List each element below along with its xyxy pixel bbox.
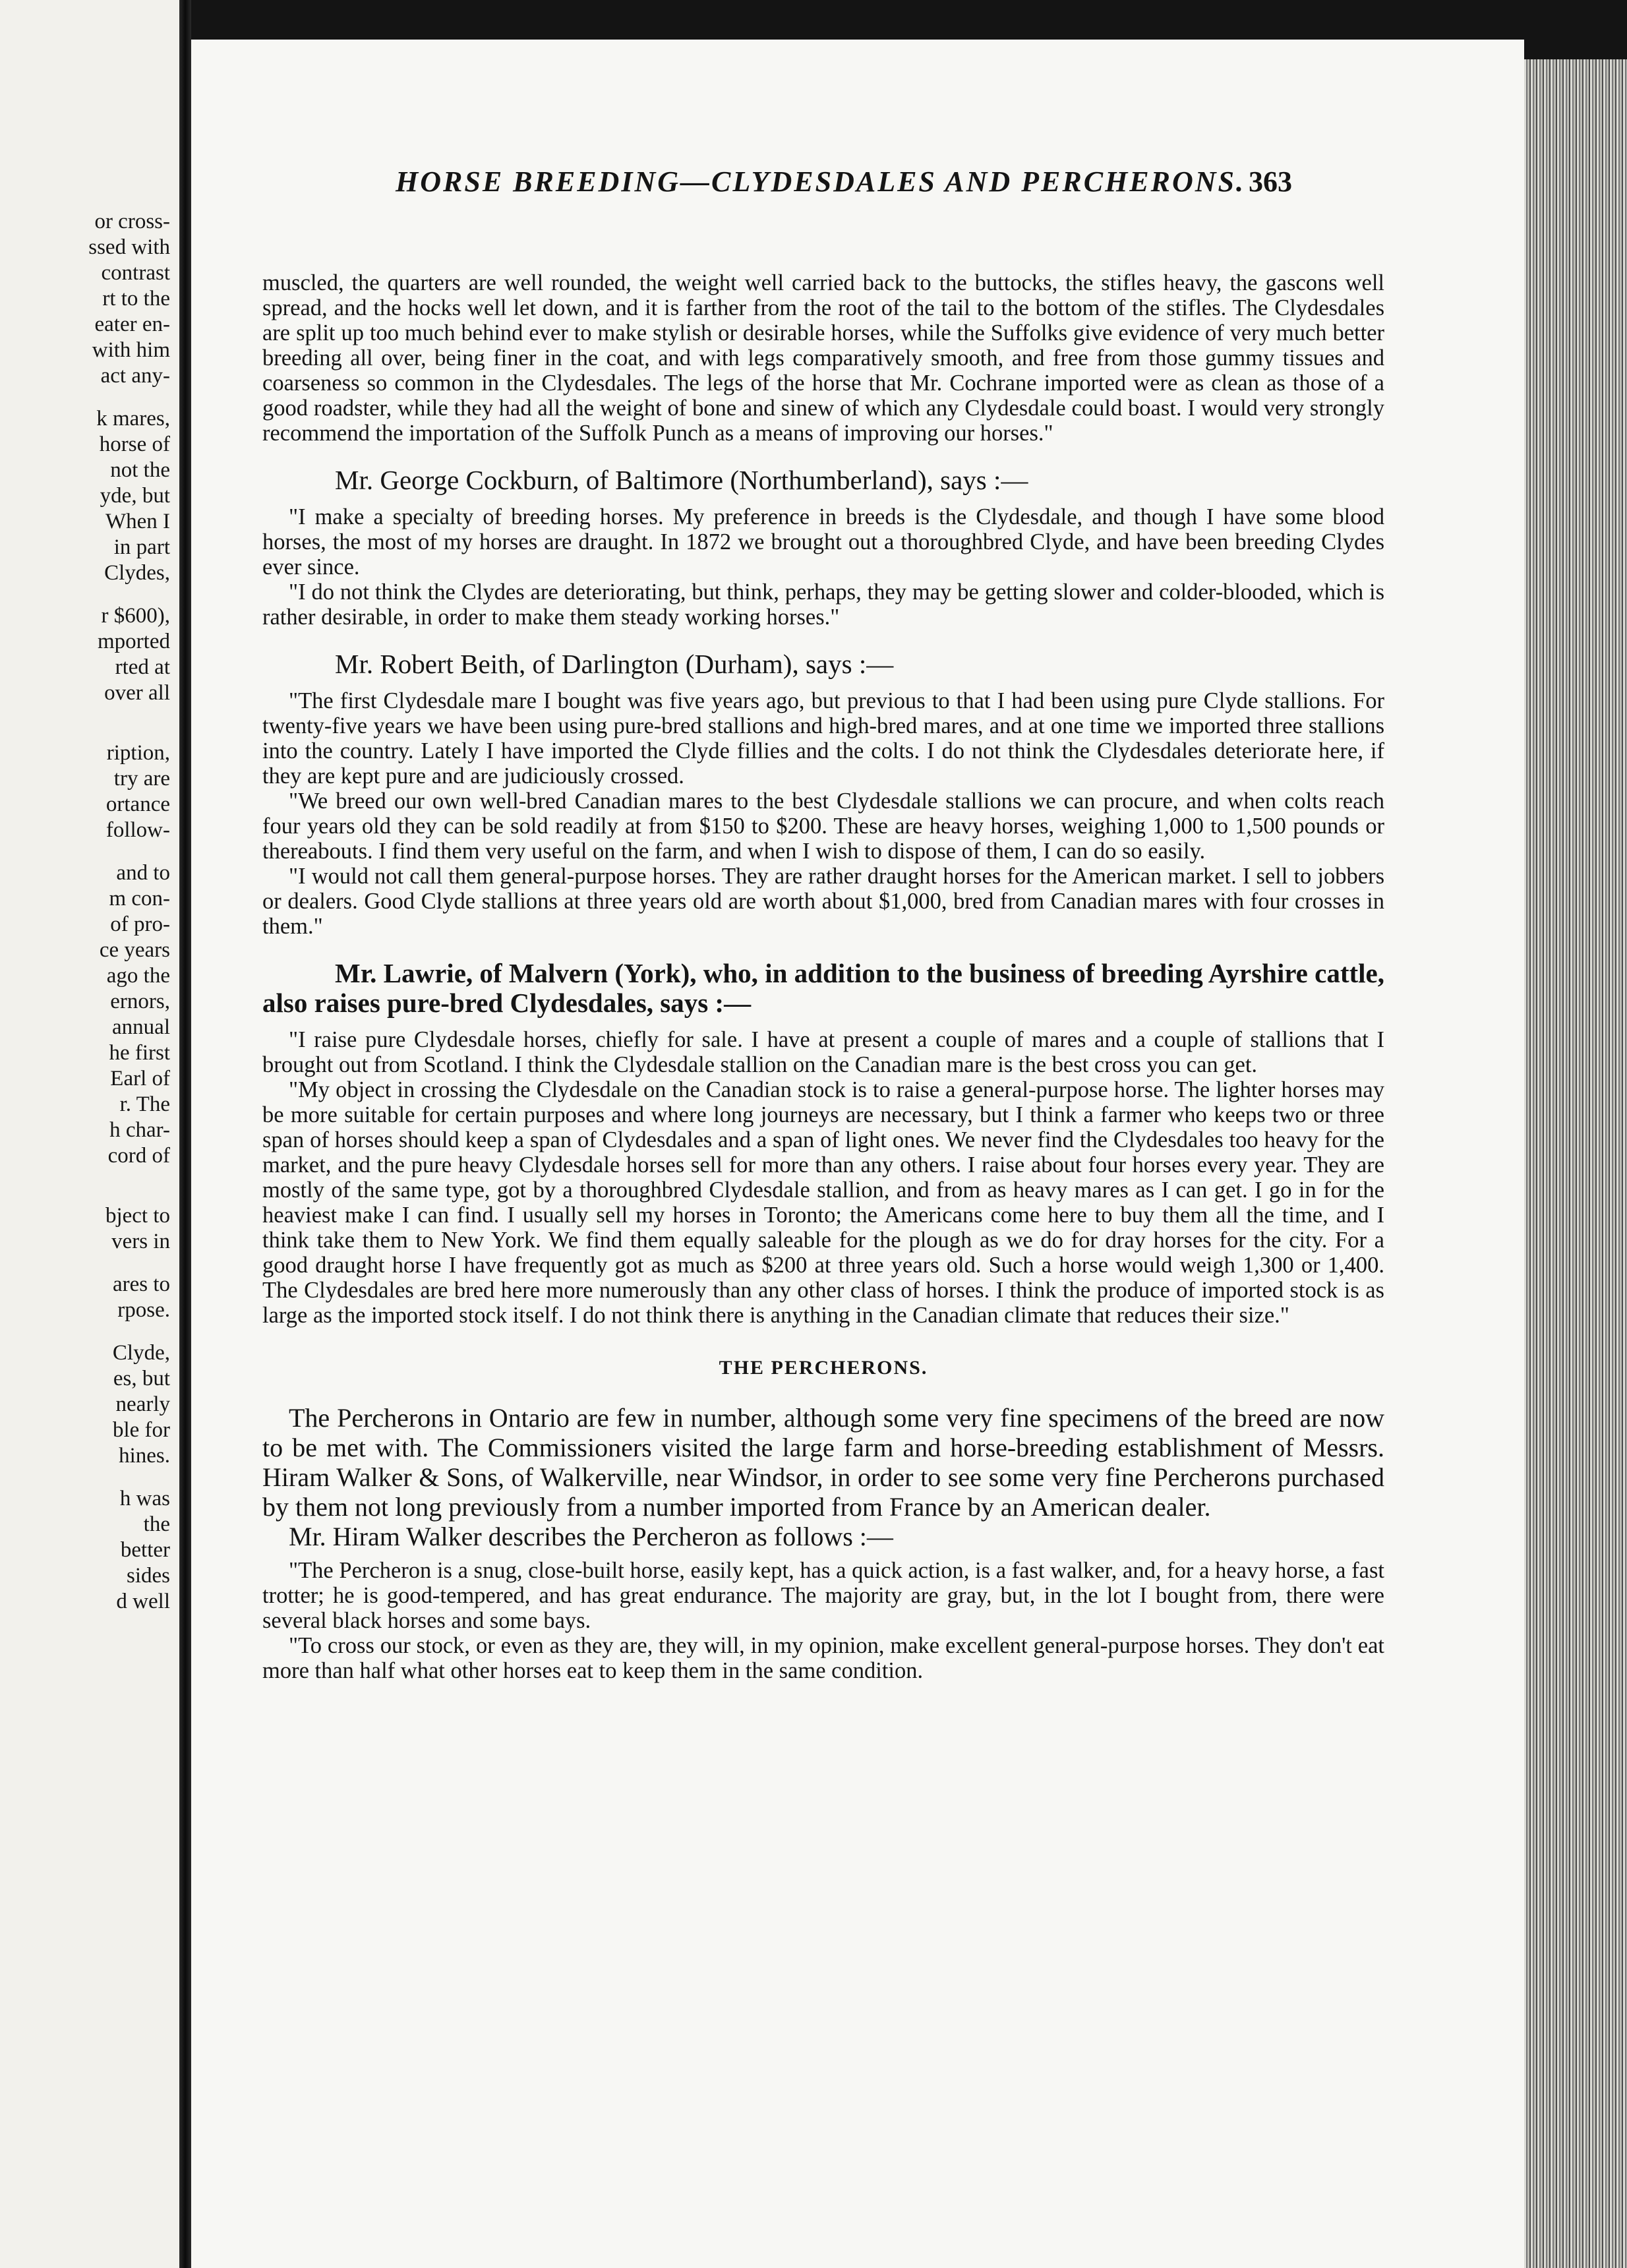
previous-page-line: m con- — [109, 887, 170, 910]
paragraph-lawrie-1: "I raise pure Clydesdale horses, chiefly for sale. I have at present a couple of mares and a couple of stallions that I brought out from Scotland. I think the Clydesdale stallion on the Canadian mare is the best cross you can get. — [262, 1027, 1384, 1077]
previous-page-line: try are — [113, 767, 170, 791]
previous-page-line: ares to — [112, 1272, 170, 1296]
paragraph-walker-intro: Mr. Hiram Walker describes the Percheron as follows :— — [289, 1522, 893, 1551]
previous-page-line: the — [143, 1512, 170, 1536]
running-title: HORSE BREEDING—CLYDESDALES AND PERCHERONS. — [396, 165, 1246, 198]
previous-page-line: When I — [105, 510, 170, 533]
previous-page-line: ription, — [106, 741, 170, 765]
previous-page-line: contrast — [101, 261, 170, 285]
previous-page-line: of pro- — [110, 912, 170, 936]
page-edges — [1524, 59, 1627, 2268]
previous-page-line: r $600), — [101, 604, 170, 628]
previous-page-line: yde, but — [100, 484, 170, 508]
previous-page-line: he first — [109, 1041, 170, 1065]
previous-page-line: hines. — [119, 1444, 170, 1468]
previous-page-line: ble for — [112, 1418, 170, 1442]
previous-page-line: d well — [116, 1590, 170, 1613]
book-gutter — [179, 0, 191, 2268]
previous-page-line: sides — [127, 1564, 170, 1588]
previous-page-line: ortance — [105, 792, 170, 816]
previous-page-line: r. The — [119, 1092, 170, 1116]
paragraph-walker-2: "To cross our stock, or even as they are, they will, in my opinion, make excellent general-purpose horses. They don't eat more than half what other horses eat to keep them in the same condition. — [262, 1633, 1384, 1683]
running-head — [198, 165, 1292, 218]
previous-page-line: rpose. — [117, 1298, 170, 1322]
previous-page-line: cord of — [107, 1144, 170, 1168]
paragraph-cockburn-1: "I make a specialty of breeding horses. My preference in breeds is the Clydesdale, and though I have some blood horses, the most of my horses are draught. In 1872 we brought out a thoroughbred Clyde, and have been breeding Clydes ever since. — [262, 504, 1384, 580]
paragraph-beith-3: "I would not call them general-purpose horses. They are rather draught horses for the American market. I sell to jobbers or dealers. Good Clyde stallions at three years old are worth about $1,000, bred from Canadian mares with four crosses in them." — [262, 864, 1384, 939]
previous-page-line: and to — [116, 861, 170, 885]
previous-page-strip — [0, 0, 179, 2268]
previous-page-line: ernors, — [110, 990, 170, 1013]
previous-page-line: Earl of — [110, 1067, 170, 1090]
paragraph-percherons-intro: The Percherons in Ontario are few in number, although some very fine specimens of the breed are now to be met with. The Commissioners visited the large farm and horse-breeding establishment of Messrs. Hiram Walker & Sons, of Walkerville, near Windsor, in order to see some very fine Percherons purchased by them not long previously from a number imported from France by an American dealer. — [262, 1403, 1384, 1522]
page-body — [262, 270, 1384, 1683]
previous-page-line: or cross- — [94, 210, 170, 233]
paragraph-lawrie-2: "My object in crossing the Clydesdale on the Canadian stock is to raise a general-purpose horse. The lighter horses may be more suitable for certain purposes and where long journeys are necessary, but I think a farmer who keeps two or three span of horses should keep a span of Clydesdales and a span of light ones. We never find the Clydesdales too heavy for the market, and the pure heavy Clydesdale horses sell for more than any others. I raise about four horses every year. They are mostly of the same type, got by a thoroughbred Clydesdale stallion, and from as heavy mares as I can get. I go in for the heaviest make I can find. I usually sell my horses in Toronto; the Americans come here to buy them all the time, and I think take them to New York. We find them equally saleable for the plough as we do for dray horses for the city. For a good draught horse I have frequently got as much as $200 at three years old. Such a horse would weigh 1,300 or 1,400. The Clydesdales are bred here more numerously than any other class of horses. I think the produce of imported stock is as large as the imported stock itself. I do not think there is anything in the Canadian climate that reduces their size." — [262, 1077, 1384, 1328]
previous-page-line: vers in — [111, 1230, 170, 1253]
previous-page-line: better — [120, 1538, 170, 1562]
previous-page-line: ssed with — [88, 235, 170, 259]
previous-page-line: Clyde, — [112, 1341, 170, 1365]
intro-beith: Mr. Robert Beith, of Darlington (Durham), says :— — [335, 649, 894, 679]
paragraph-suffolk-continuation: muscled, the quarters are well rounded, the weight well carried back to the buttocks, the stifles heavy, the gascons well spread, and the hocks well let down, and it is farther from the root of the tail to the bottom of the stifles. The Clydesdales are split up too much behind ever to make stylish or desirable horses, while the Suffolks give evidence of very much better breeding all over, being finer in the coat, and with legs comparatively smooth, and free from those gummy tissues and coarseness so common in the Clydesdales. The legs of the horse that Mr. Cochrane imported were as clean as those of a good roadster, while they had all the weight of bone and sinew of which any Clydesdale could boast. I would very strongly recommend the importation of the Suffolk Punch as a means of improving our horses." — [262, 270, 1384, 446]
paragraph-walker-1: "The Percheron is a snug, close-built horse, easily kept, has a quick action, is a fast walker, and, for a heavy horse, a fast trotter; he is good-tempered, and has great endurance. The majority are gray, but, in the lot I bought from, there were several black horses and some bays. — [262, 1558, 1384, 1633]
page-number: 363 — [1249, 165, 1292, 198]
previous-page-line: over all — [104, 681, 170, 705]
previous-page-line: nearly — [115, 1392, 170, 1416]
paragraph-cockburn-2: "I do not think the Clydes are deteriorating, but think, perhaps, they may be getting slower and colder-blooded, which is rather desirable, in order to make them steady working horses." — [262, 580, 1384, 630]
previous-page-line: rted at — [115, 655, 170, 679]
previous-page-line: with him — [92, 338, 170, 362]
paragraph-beith-1: "The first Clydesdale mare I bought was five years ago, but previous to that I had been using pure Clyde stallions. For twenty-five years we have been using pure-bred stallions and high-bred mares, and at one time we imported three stallions into the country. Lately I have imported the Clyde fillies and the colts. I do not think the Clydesdales deteriorate here, if they are kept pure and are judiciously crossed. — [262, 688, 1384, 789]
previous-page-line: act any- — [100, 364, 170, 388]
previous-page-line: h char- — [109, 1118, 170, 1142]
previous-page-line: ce years — [99, 938, 170, 962]
previous-page-line: Clydes, — [104, 561, 170, 585]
previous-page-line: ago the — [106, 964, 170, 988]
previous-page-line: k mares, — [96, 407, 170, 431]
paragraph-beith-2: "We breed our own well-bred Canadian mares to the best Clydesdale stallions we can procure, and when colts reach four years old they can be sold readily at from $150 to $200. These are heavy horses, weighing 1,000 to 1,500 pounds or thereabouts. I find them very useful on the farm, and when I wish to dispose of them, I can do so easily. — [262, 789, 1384, 864]
previous-page-line: in part — [113, 535, 170, 559]
previous-page-line: rt to the — [102, 287, 170, 311]
previous-page-line: mported — [98, 630, 170, 653]
previous-page-line: es, but — [113, 1367, 170, 1390]
intro-cockburn: Mr. George Cockburn, of Baltimore (Northumberland), says :— — [335, 465, 1028, 495]
previous-page-line: bject to — [105, 1204, 170, 1228]
previous-page-line: horse of — [99, 433, 170, 456]
section-heading-percherons: THE PERCHERONS. — [719, 1357, 928, 1379]
previous-page-line: not the — [110, 458, 170, 482]
previous-page-line: h was — [119, 1487, 170, 1510]
previous-page-line: annual — [112, 1015, 170, 1039]
previous-page-line: eater en- — [94, 313, 170, 336]
intro-lawrie: Mr. Lawrie, of Malvern (York), who, in addition to the business of breeding Ayrshire cattle, also raises pure-bred Clydesdales, says :— — [262, 958, 1384, 1018]
previous-page-line: follow- — [105, 818, 170, 842]
